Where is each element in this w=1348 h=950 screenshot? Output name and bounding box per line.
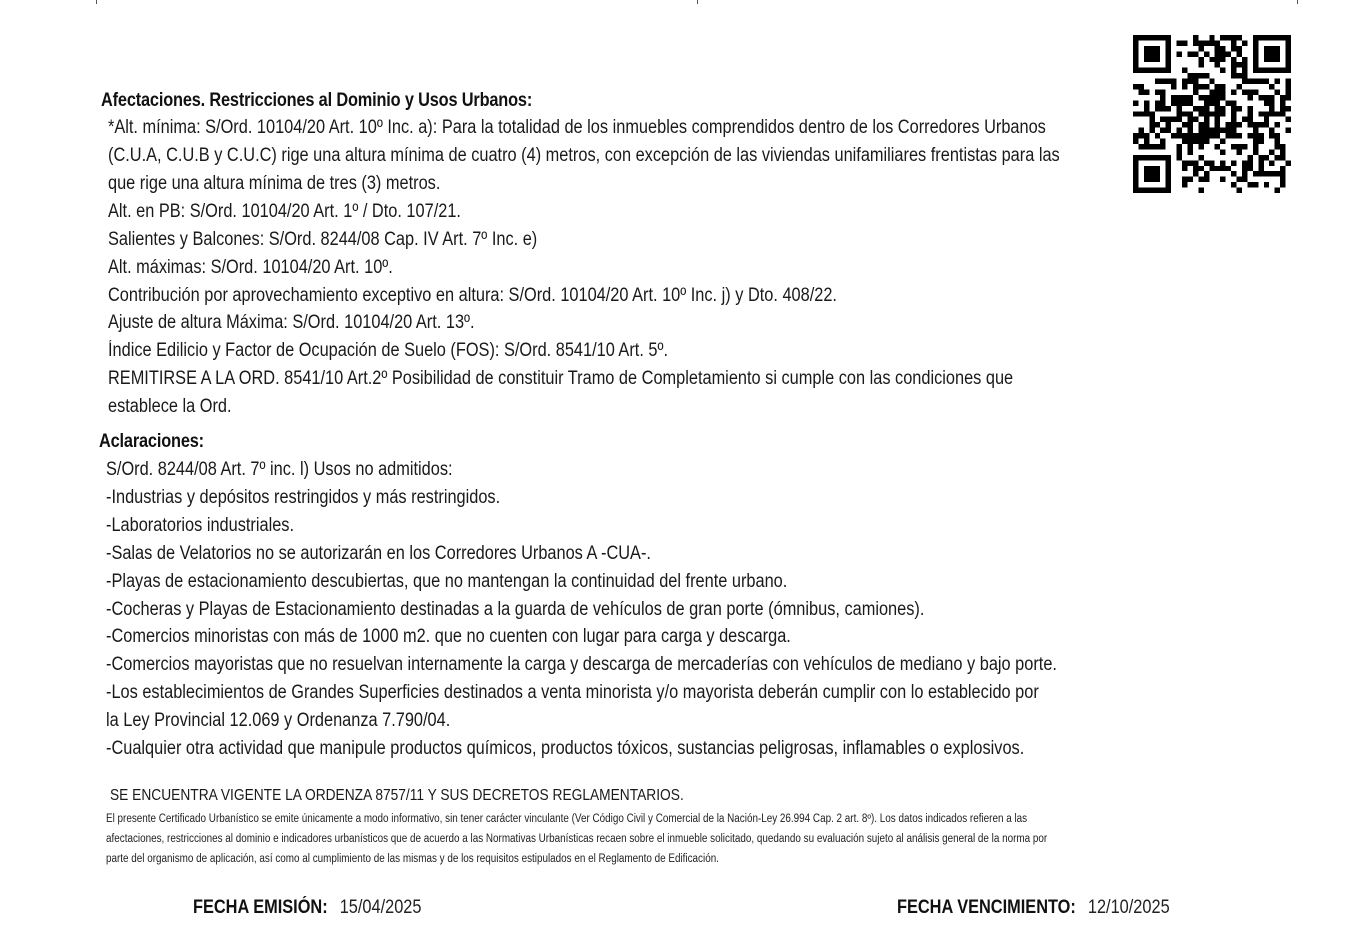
afectaciones-line: Alt. en PB: S/Ord. 10104/20 Art. 1º / Dto. 107/21. [108,201,461,222]
qr-code-icon [1133,35,1291,193]
aclaraciones-line: -Playas de estacionamiento descubiertas, que no mantengan la continuidad del frente urbano. [106,571,788,592]
vigente-notice: SE ENCUENTRA VIGENTE LA ORDENZA 8757/11 Y SUS DECRETOS REGLAMENTARIOS. [110,787,684,804]
fecha-vencimiento [897,897,1170,919]
afectaciones-line: *Alt. mínima: S/Ord. 10104/20 Art. 10º Inc. a): Para la totalidad de los inmuebles comprendidos dentro de los Corredores Urbanos [108,117,1046,138]
afectaciones-title: Afectaciones. Restricciones al Dominio y Usos Urbanos: [101,90,533,111]
aclaraciones-line: S/Ord. 8244/08 Art. 7º inc. l) Usos no admitidos: [106,459,453,480]
afectaciones-line: (C.U.A, C.U.B y C.U.C) rige una altura mínima de cuatro (4) metros, con excepción de las viviendas unifamiliares frentistas para las [108,145,1060,166]
disclaimer-line: parte del organismo de aplicación, así como al cumplimiento de las mismas y de los requisitos estipulados en el Reglamento de Edificación. [106,853,719,865]
aclaraciones-line: la Ley Provincial 12.069 y Ordenanza 7.790/04. [106,710,451,731]
aclaraciones-line: -Cocheras y Playas de Estacionamiento destinadas a la guarda de vehículos de gran porte (ómnibus, camiones). [106,599,925,620]
afectaciones-line: establece la Ord. [108,396,232,417]
page-edge-mark [697,0,698,4]
fecha-vencimiento-label: FECHA VENCIMIENTO: [897,897,1076,918]
aclaraciones-title: Aclaraciones: [99,431,204,452]
afectaciones-line: Alt. máximas: S/Ord. 10104/20 Art. 10º. [108,257,393,278]
aclaraciones-line: -Cualquier otra actividad que manipule productos químicos, productos tóxicos, sustancias peligrosas, inflamables o explosivos. [106,738,1025,759]
fecha-emision [193,897,421,919]
afectaciones-line: que rige una altura mínima de tres (3) metros. [108,173,441,194]
afectaciones-line: Índice Edilicio y Factor de Ocupación de Suelo (FOS): S/Ord. 8541/10 Art. 5º. [108,340,668,361]
aclaraciones-line: -Industrias y depósitos restringidos y más restringidos. [106,487,501,508]
afectaciones-line: Contribución por aprovechamiento exceptivo en altura: S/Ord. 10104/20 Art. 10º Inc. j) y Dto. 408/22. [108,285,837,306]
aclaraciones-line: -Comercios mayoristas que no resuelvan internamente la carga y descarga de mercaderías con vehículos de mediano y bajo porte. [106,654,1057,675]
fecha-emision-label: FECHA EMISIÓN: [193,897,328,918]
page-edge-mark [96,0,97,4]
afectaciones-line: REMITIRSE A LA ORD. 8541/10 Art.2º Posibilidad de constituir Tramo de Completamiento si cumple con las condiciones que [108,368,1014,389]
disclaimer-line: afectaciones, restricciones al dominio e indicadores urbanísticos que de acuerdo a las Normativas Urbanísticas recaen sobre el inmueble solicitado, quedando su evaluación sujeto al análisis general de la norma por [106,833,1048,845]
fecha-vencimiento-value: 12/10/2025 [1087,897,1170,918]
page-edge-mark [1297,0,1298,4]
aclaraciones-line: -Comercios minoristas con más de 1000 m2. que no cuenten con lugar para carga y descarga. [106,626,791,647]
afectaciones-line: Salientes y Balcones: S/Ord. 8244/08 Cap. IV Art. 7º Inc. e) [108,229,538,250]
disclaimer-line: El presente Certificado Urbanístico se emite únicamente a modo informativo, sin tener carácter vinculante (Ver Código Civil y Comercial de la Nación-Ley 26.994 Cap. 2 art. 8º). Los datos indicados refieren a las [106,813,1028,825]
aclaraciones-line: -Laboratorios industriales. [106,515,295,536]
afectaciones-line: Ajuste de altura Máxima: S/Ord. 10104/20 Art. 13º. [108,312,475,333]
fecha-emision-value: 15/04/2025 [339,897,422,918]
aclaraciones-line: -Salas de Velatorios no se autorizarán en los Corredores Urbanos A -CUA-. [106,543,651,564]
aclaraciones-line: -Los establecimientos de Grandes Superficies destinados a venta minorista y/o mayorista deberán cumplir con lo establecido por [106,682,1039,703]
